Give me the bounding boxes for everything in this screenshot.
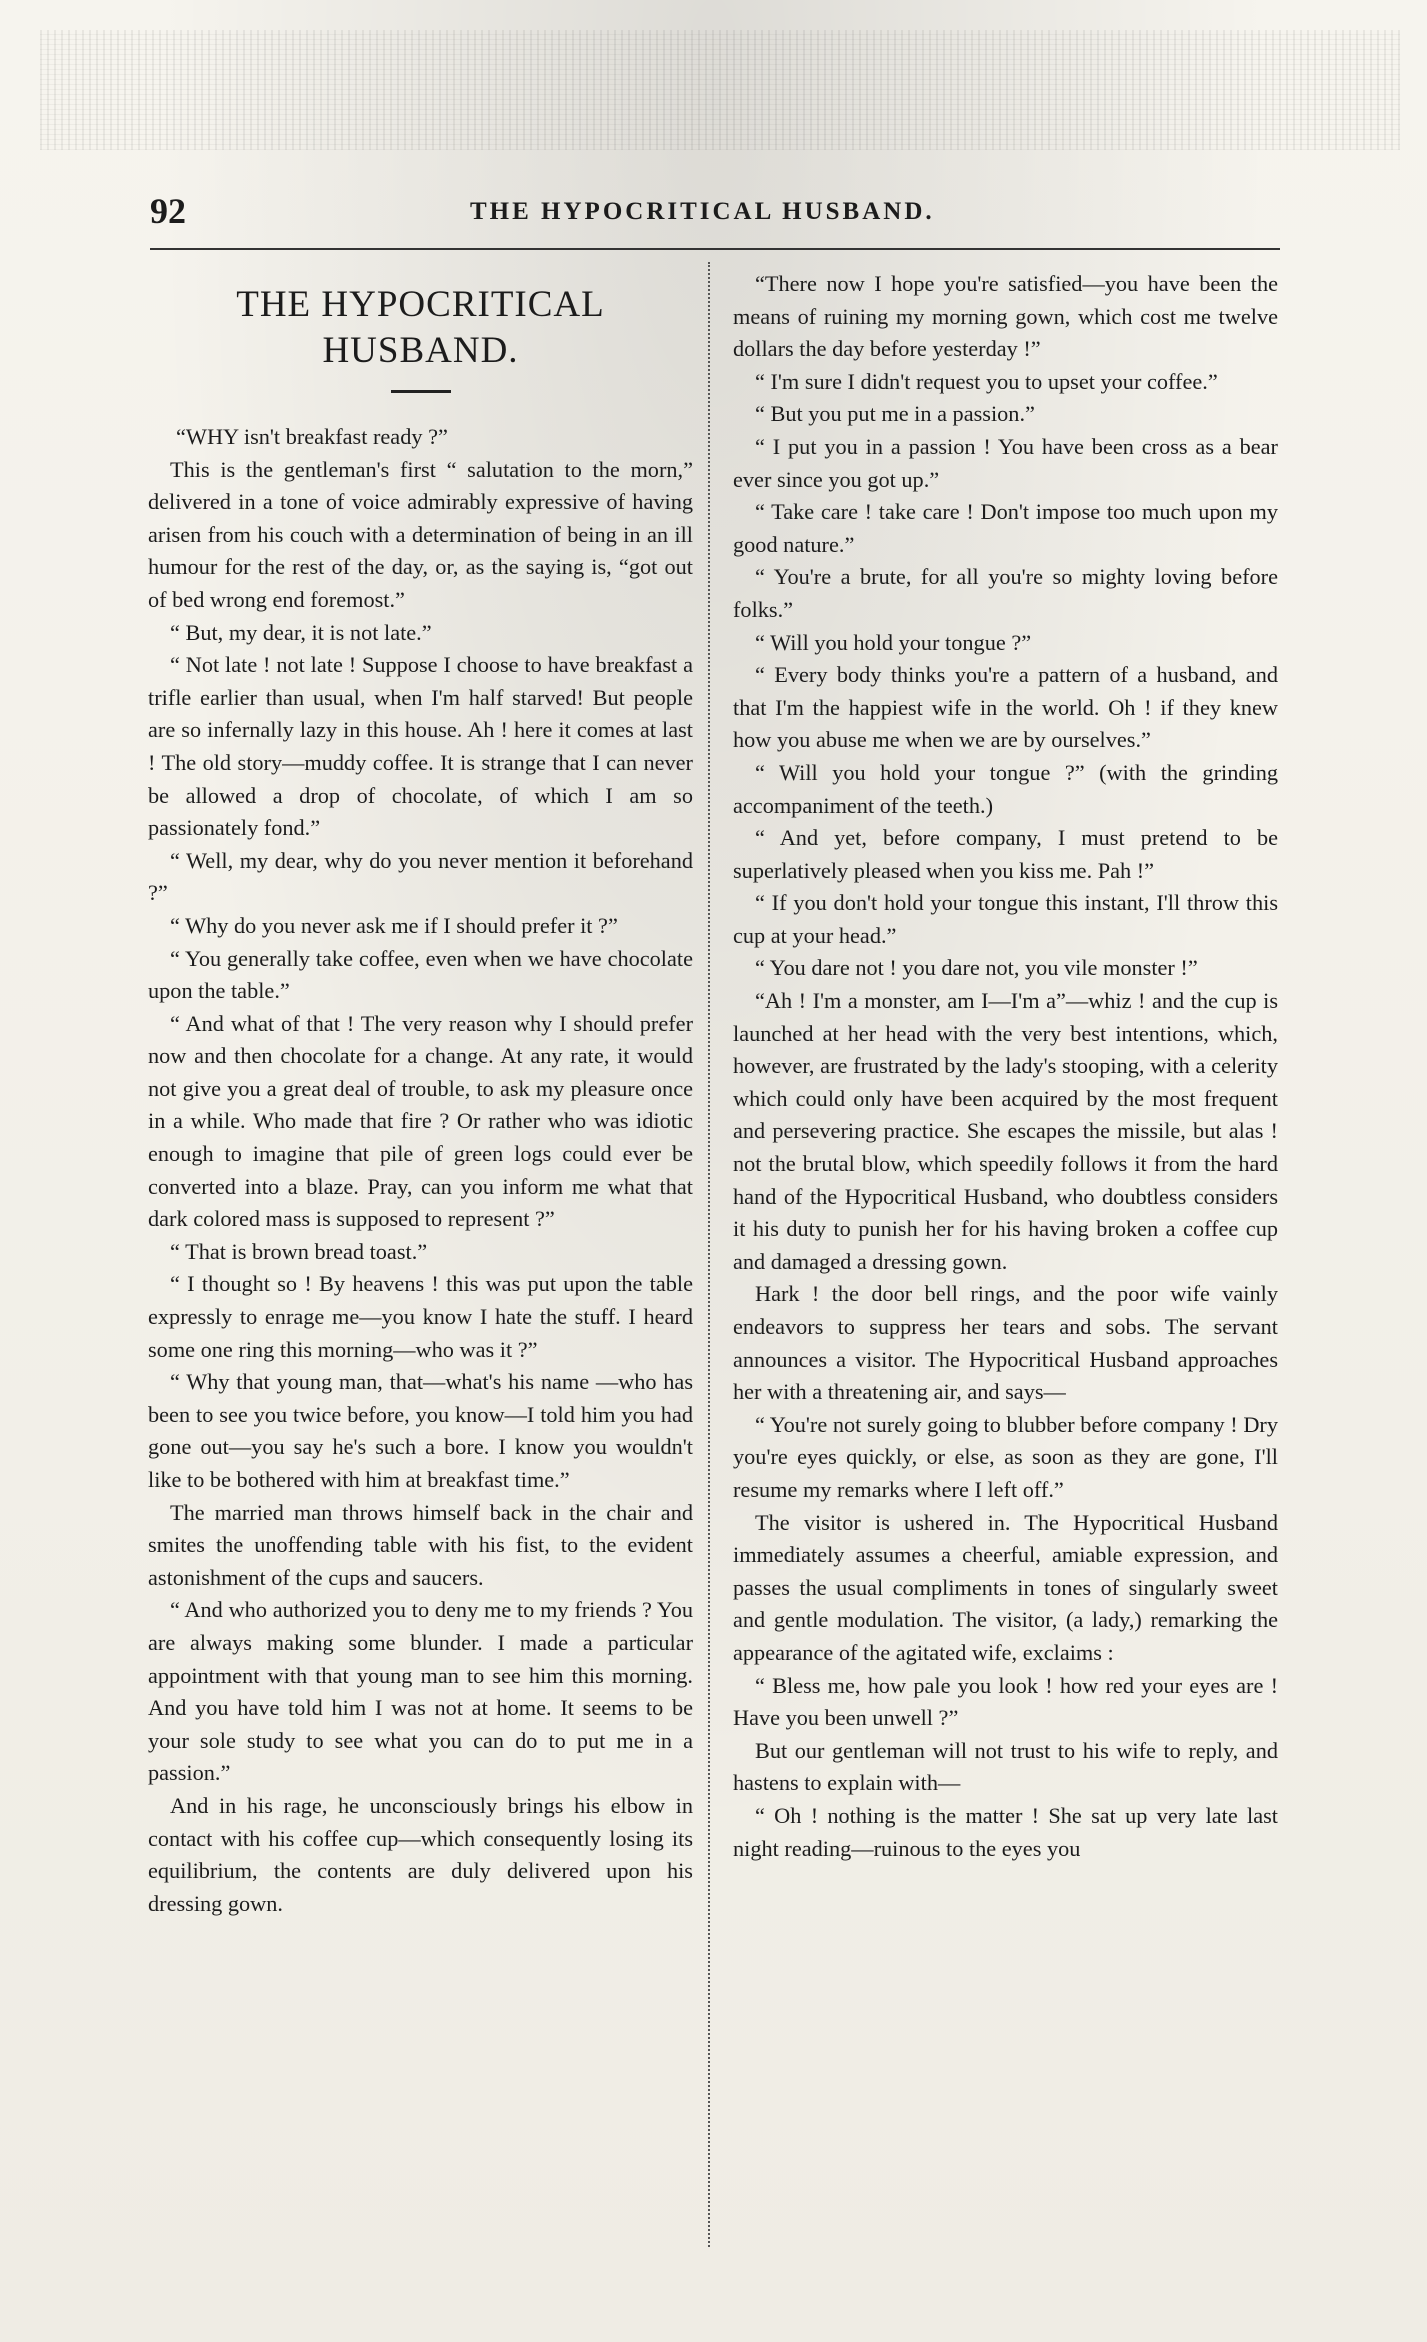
header-rule xyxy=(150,248,1280,250)
page-number: 92 xyxy=(150,191,186,231)
paragraph: “ Will you hold your tongue ?” (with the grinding accompaniment of the teeth.) xyxy=(733,759,1278,818)
left-paragraphs xyxy=(148,421,693,1920)
running-title: THE HYPOCRITICAL HUSBAND. xyxy=(470,198,935,225)
paragraph: “ But, my dear, it is not late.” xyxy=(170,619,432,645)
paragraph: “ I'm sure I didn't request you to upset your coffee.” xyxy=(755,368,1218,394)
paragraph: “ But you put me in a passion.” xyxy=(755,401,1035,427)
paragraph: “ Well, my dear, why do you never mention it beforehand ?” xyxy=(148,847,693,906)
paragraph: “ And yet, before company, I must pretend to be superlatively pleased when you kiss me. Pah !” xyxy=(733,825,1278,883)
paragraph: Hark ! the door bell rings, and the poor wife vainly endeavors to suppress her tears and sobs. The servant announces a visitor. The Hypocritical Husband approaches her with a threatening air, and says— xyxy=(733,1281,1278,1405)
column-divider xyxy=(708,262,710,2247)
print-bleed-texture xyxy=(40,30,1400,150)
paragraph: “ That is brown bread toast.” xyxy=(170,1238,428,1264)
left-column xyxy=(148,268,693,1920)
paragraph: “ And what of that ! The very reason why I should prefer now and then chocolate for a change. At any rate, it would not give you a great deal of trouble, to ask my pleasure once in a while. Who made that fire ? Or rather who was idiotic enough to imagine that pile of green logs could ever be converted into a blaze. Pray, can you inform me what that dark colored mass is supposed to represent ?” xyxy=(148,1010,693,1232)
running-head xyxy=(150,190,1270,240)
paragraph: “ Why do you never ask me if I should prefer it ?” xyxy=(170,912,618,938)
paragraph: “ You generally take coffee, even when we have chocolate upon the table.” xyxy=(148,945,693,1004)
paragraph: This is the gentleman's first “ salutation to the morn,” delivered in a tone of voice admirably expressive of having arisen from his couch with a determination of being in an ill humour for the rest of the day, or, as the saying is, “got out of bed wrong end foremost.” xyxy=(148,456,693,612)
paragraph: “ Not late ! not late ! Suppose I choose to have breakfast a trifle earlier than usual, when I'm half starved! But people are so infernally lazy in this house. Ah ! here it comes at last ! The old story—muddy coffee. It is strange that I can never be allowed a drop of chocolate, of which I am so passionately fond.” xyxy=(148,652,693,841)
paragraph: “ And who authorized you to deny me to my friends ? You are always making some blunder. I made a particular appointment with that young man to see him this morning. And you have told him I was not at home. It seems to be your sole study to see what you can do to put me in a passion.” xyxy=(148,1597,693,1786)
paragraph: “ Will you hold your tongue ?” xyxy=(755,629,1032,655)
paragraph: But our gentleman will not trust to his wife to reply, and hastens to explain with— xyxy=(733,1737,1278,1796)
paragraph: “ If you don't hold your tongue this instant, I'll throw this cup at your head.” xyxy=(733,890,1278,948)
paragraph: “ Every body thinks you're a pattern of a husband, and that I'm the happiest wife in the world. Oh ! if they knew how you abuse me when we are by ourselves.” xyxy=(733,662,1278,753)
right-paragraphs xyxy=(733,268,1278,1865)
paragraph: And in his rage, he unconsciously brings his elbow in contact with his coffee cup—which consequently losing its equilibrium, the contents are duly delivered upon his dressing gown. xyxy=(148,1792,693,1916)
article-title: THE HYPOCRITICAL HUSBAND. xyxy=(236,284,605,371)
paragraph: The married man throws himself back in the chair and smites the unoffending table with his fist, to the evident astonishment of the cups and saucers. xyxy=(148,1499,693,1590)
title-rule xyxy=(391,390,451,393)
paragraph: “ Take care ! take care ! Don't impose too much upon my good nature.” xyxy=(733,499,1278,557)
paragraph: “ Oh ! nothing is the matter ! She sat up very late last night reading—ruinous to the eyes you xyxy=(733,1802,1278,1861)
paragraph: “ You're a brute, for all you're so mighty loving before folks.” xyxy=(733,564,1278,622)
paragraph: “ I put you in a passion ! You have been cross as a bear ever since you got up.” xyxy=(733,433,1278,492)
paragraph: “WHY isn't breakfast ready ?” xyxy=(176,424,448,449)
paragraph: The visitor is ushered in. The Hypocritical Husband immediately assumes a cheerful, amiable expression, and passes the usual compliments in tones of singularly sweet and gentle modulation. The visitor, (a lady,) remarking the appearance of the agitated wife, exclaims : xyxy=(733,1509,1278,1665)
paragraph: “ You're not surely going to blubber before company ! Dry you're eyes quickly, or else, as soon as they are gone, I'll resume my remarks where I left off.” xyxy=(733,1411,1278,1502)
paragraph: “ You dare not ! you dare not, you vile monster !” xyxy=(755,955,1198,981)
paragraph: “ Why that young man, that—what's his name —who has been to see you twice before, you know—I told him you had gone out—you say he's such a bore. I know you wouldn't like to be bothered with him at breakfast time.” xyxy=(148,1369,693,1492)
paragraph: “Ah ! I'm a monster, am I—I'm a”—whiz ! and the cup is launched at her head with the very best intentions, which, however, are frustrated by the lady's stooping, with a celerity which could only have been acquired by the most frequent and persevering practice. She escapes the missile, but alas ! not the brutal blow, which speedily follows it from the hard hand of the Hypocritical Husband, who doubtless considers it his duty to punish her for his having broken a coffee cup and damaged a dressing gown. xyxy=(733,988,1278,1274)
paragraph: “ Bless me, how pale you look ! how red your eyes are ! Have you been unwell ?” xyxy=(733,1672,1278,1731)
paragraph: “ I thought so ! By heavens ! this was put upon the table expressly to enrage me—you know I hate the stuff. I heard some one ring this morning—who was it ?” xyxy=(148,1271,693,1362)
right-column xyxy=(733,268,1278,1865)
paragraph: “There now I hope you're satisfied—you have been the means of ruining my morning gown, which cost me twelve dollars the day before yesterday !” xyxy=(733,271,1278,362)
